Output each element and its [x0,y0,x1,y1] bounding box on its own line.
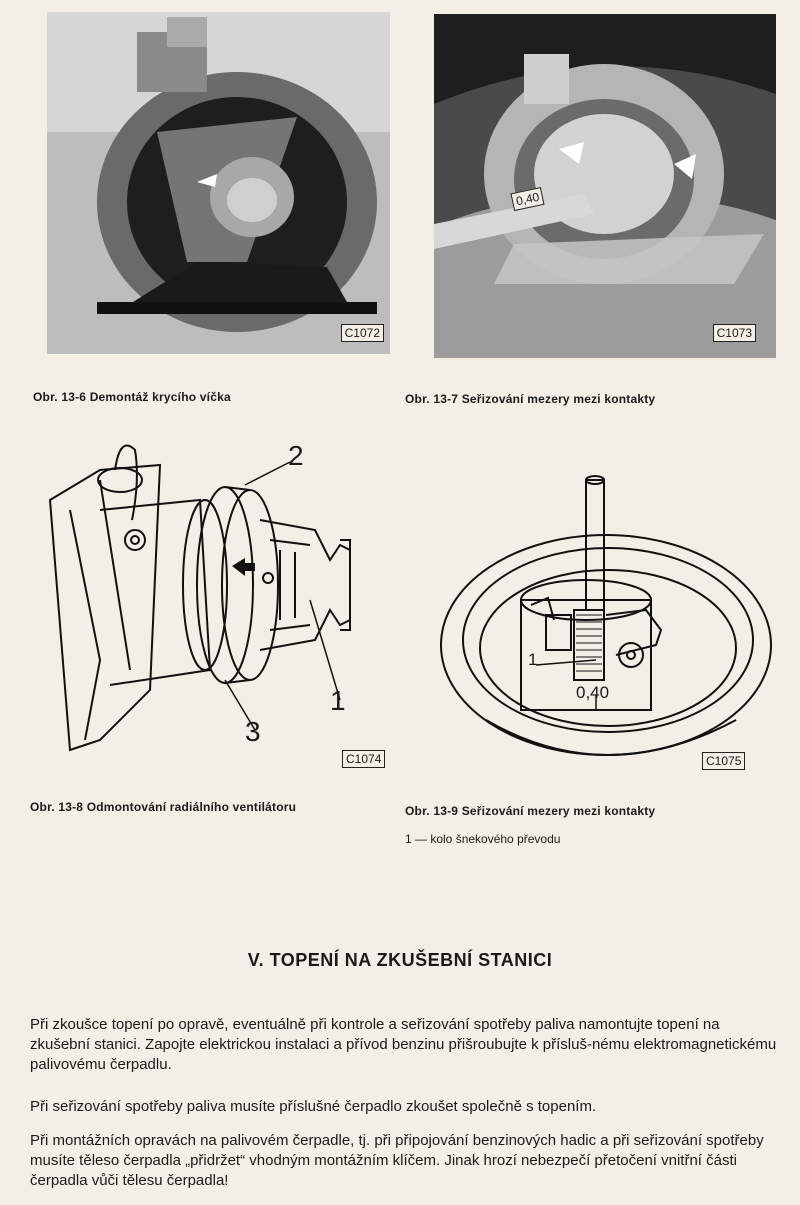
radial-fan-drawing [40,440,390,780]
callout-gap: 0,40 [576,683,610,702]
figure-13-9-caption: Obr. 13-9 Seřizování mezery mezi kontakty [405,804,656,818]
paragraph-3: Při montážních opravách na palivovém čerpadle, tj. při připojování benzinových hadic a při seřizování spotřeby musíte těleso čerpadla „přidržet“ vhodným montážním klíčem. Jinak hrozí nebezpečí přetočení vnitřní části čerpadla vůči tělesu čerpadla! [30,1132,764,1189]
figure-13-9-drawing [436,470,776,770]
callout-3: 3 [245,716,261,747]
figure-code-c1075: C1075 [702,752,745,770]
figure-13-6-photo [47,12,390,354]
section-title: V. TOPENÍ NA ZKUŠEBNÍ STANICI [247,950,553,970]
figure-13-9-legend: 1 — kolo šnekového převodu [405,832,561,846]
figure-13-7-caption: Obr. 13-7 Seřizování mezery mezi kontakty [405,392,656,406]
paragraph-1: Při zkoušce topení po opravě, eventuálně při kontrole a seřizování spotřeby paliva namontujte topení na zkušební stanici. Zapojte elektrickou instalaci a přívod benzinu přišroubujte k přísluš-nému elektromagnetickému palivovému čerpadlu. [30,1016,777,1073]
callout-1: 1 [528,650,538,669]
figure-code-c1074: C1074 [342,750,385,768]
figure-13-6-caption: Obr. 13-6 Demontáž krycího víčka [33,390,231,404]
figure-13-8-drawing [40,440,390,780]
contact-gap-drawing [436,470,776,770]
figure-code-c1072: C1072 [341,324,384,342]
callout-1: 1 [330,685,346,716]
figure-13-7-photo [434,14,776,358]
contact-gap-photo [434,14,776,358]
figure-code-c1073: C1073 [713,324,756,342]
gauge-label: 0,40 [510,187,544,211]
callout-2: 2 [288,440,304,471]
heater-cover-photo [47,12,390,354]
paragraph-2: Při seřizování spotřeby paliva musíte příslušné čerpadlo zkoušet společně s topením. [30,1098,597,1115]
figure-13-8-caption: Obr. 13-8 Odmontování radiálního ventilátoru [30,800,297,814]
